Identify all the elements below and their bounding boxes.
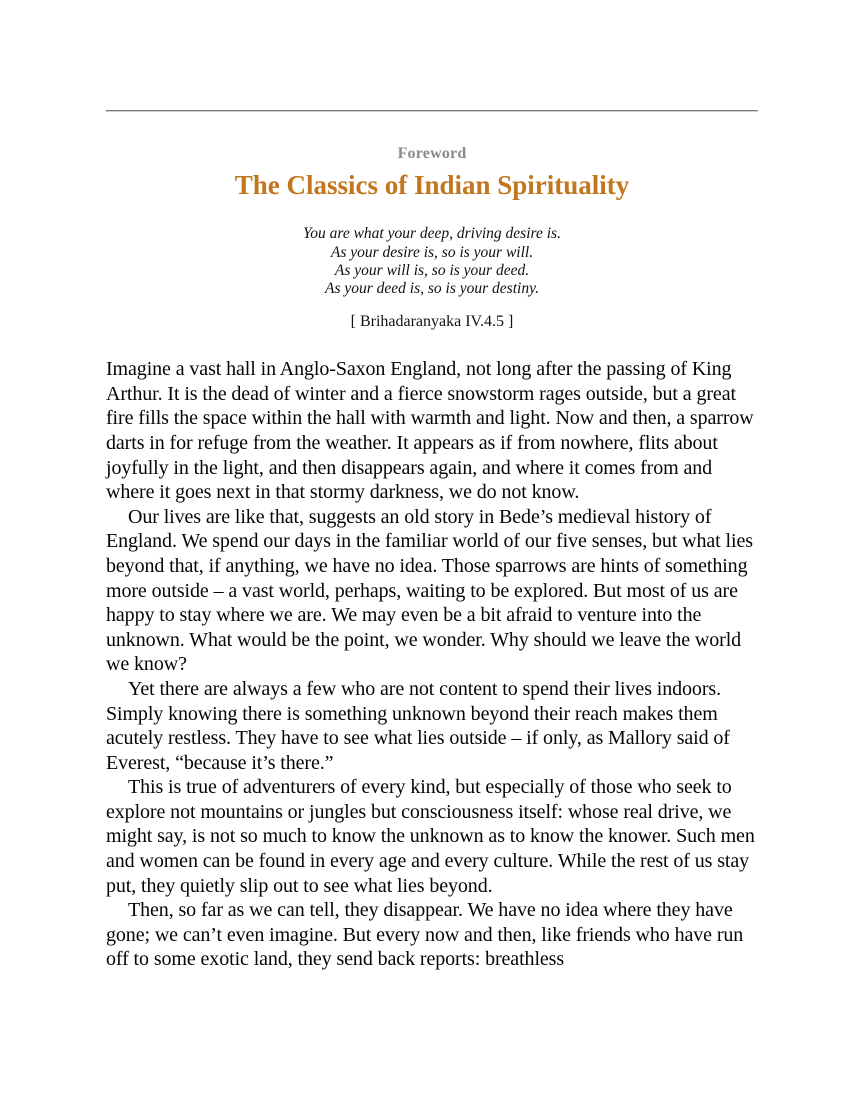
body-text bbox=[106, 357, 758, 972]
epigraph-line: You are what your deep, driving desire is. bbox=[303, 225, 561, 243]
epigraph-line: As your will is, so is your deed. bbox=[334, 261, 530, 279]
paragraph: This is true of adventurers of every kind, but especially of those who seek to explore not mountains or jungles but consciousness itself: whose real drive, we might say, is not so much to know the unknown as to know the knower. Such men and women can be found in every age and every culture. While the rest of us stay put, they quietly slip out to see what lies beyond. bbox=[106, 776, 755, 897]
paragraph: Imagine a vast hall in Anglo-Saxon England, not long after the passing of King Arthur. It is the dead of winter and a fierce snowstorm rages outside, but a great fire fills the space within the hall with warmth and light. Now and then, a sparrow darts in for refuge from the weather. It appears as if from nowhere, flits about joyfully in the light, and then disappears again, and where it comes from and where it goes next in that stormy darkness, we do not know. bbox=[106, 358, 754, 504]
top-divider bbox=[106, 110, 758, 112]
paragraph: Yet there are always a few who are not content to spend their lives indoors. Simply knowing there is something unknown beyond their reach makes them acutely restless. They have to see what lies outside – if only, as Mallory said of Everest, “because it’s there.” bbox=[106, 677, 730, 774]
epigraph-line: As your desire is, so is your will. bbox=[330, 243, 534, 261]
epigraph-citation: [ Brihadaranyaka IV.4.5 ] bbox=[350, 313, 514, 331]
page-title: The Classics of Indian Spirituality bbox=[234, 170, 630, 200]
paragraph: Our lives are like that, suggests an old story in Bede’s medieval history of England. We spend our days in the familiar world of our five senses, but what lies beyond that, if anything, we have no idea. Those sparrows are hints of something more outside – a vast world, perhaps, waiting to be explored. But most of us are happy to stay where we are. We may even be a bit afraid to venture into the unknown. What would be the point, we wonder. Why should we leave the world we know? bbox=[106, 505, 753, 676]
page-content bbox=[106, 0, 758, 972]
section-label: Foreword bbox=[397, 145, 467, 162]
paragraph: Then, so far as we can tell, they disappear. We have no idea where they have gone; we can’t even imagine. But every now and then, like friends who have run off to some exotic land, they send back reports: breathless bbox=[106, 899, 744, 971]
epigraph bbox=[106, 225, 758, 298]
epigraph-line: As your deed is, so is your destiny. bbox=[325, 280, 539, 297]
